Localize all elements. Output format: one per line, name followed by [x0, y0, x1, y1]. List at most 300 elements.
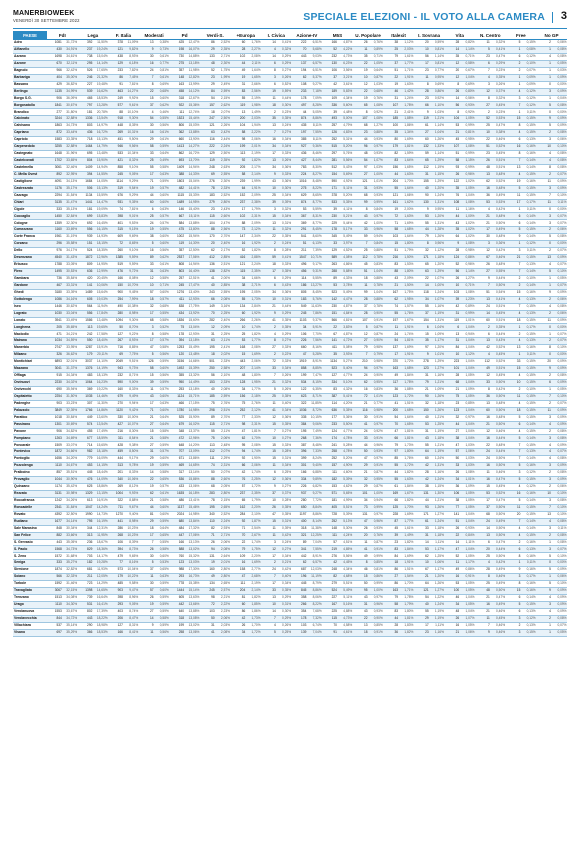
vote-count: 95	[230, 442, 245, 449]
vote-count: 129	[322, 248, 337, 255]
vote-count: 4	[475, 352, 490, 359]
vote-count: 296	[47, 241, 62, 248]
vote-percent: 0,16%	[521, 553, 536, 560]
vote-count: 110	[200, 518, 215, 525]
vote-percent: 0,42%	[276, 567, 291, 574]
vote-percent: 0,09%	[551, 567, 567, 574]
vote-percent: 1,21%	[429, 379, 444, 386]
vote-percent: 0,35%	[276, 588, 291, 595]
vote-count: 42	[444, 303, 459, 310]
vote-count: 278	[414, 359, 429, 366]
vote-count: 2	[536, 338, 551, 345]
vote-count: 23	[444, 400, 459, 407]
vote-percent: 5,21%	[337, 213, 352, 220]
vote-count: 155	[414, 178, 429, 185]
vote-count: 19	[353, 95, 368, 102]
vote-percent: 0,16%	[521, 539, 536, 546]
vote-percent: 31,54%	[62, 192, 77, 199]
vote-percent: 0,32%	[276, 46, 291, 53]
vote-percent: 0,53%	[490, 116, 505, 123]
vote-percent: 0,49%	[490, 567, 505, 574]
vote-percent: 1,29%	[429, 178, 444, 185]
vote-count: 28	[475, 567, 490, 574]
vote-percent: 0,09%	[551, 601, 567, 608]
vote-percent: 0,05%	[551, 60, 567, 67]
vote-count: 3156	[169, 359, 184, 366]
vote-percent: 0,16%	[521, 490, 536, 497]
vote-count: 153	[200, 379, 215, 386]
vote-percent: 0,90%	[368, 338, 383, 345]
vote-percent: 1,98%	[246, 102, 261, 109]
vote-percent: 11,94%	[93, 303, 108, 310]
vote-percent: 0,16%	[521, 588, 536, 595]
vote-count: 24	[383, 331, 398, 338]
vote-count: 445	[78, 470, 93, 477]
vote-percent: 9,30%	[123, 317, 138, 324]
vote-count: 66	[200, 296, 215, 303]
vote-percent: 2,80%	[215, 199, 230, 206]
municipality-name: Villachiara	[13, 622, 47, 629]
vote-count: 536	[169, 477, 184, 484]
vote-percent: 0,47%	[490, 497, 505, 504]
vote-count: 25	[353, 248, 368, 255]
vote-percent: 1,04%	[460, 192, 475, 199]
vote-count: 206	[108, 615, 123, 622]
vote-percent: 0,15%	[521, 359, 536, 366]
vote-percent: 0,11%	[521, 206, 536, 213]
vote-percent: 1,02%	[460, 220, 475, 227]
vote-count: 111	[322, 470, 337, 477]
vote-percent: 2,07%	[215, 109, 230, 116]
vote-percent: 35,00%	[62, 74, 77, 81]
vote-count: 4	[536, 421, 551, 428]
vote-count: 1174	[47, 484, 62, 491]
vote-percent: 0,03%	[551, 67, 567, 74]
vote-count: 29	[139, 456, 154, 463]
vote-count: 168	[230, 345, 245, 352]
vote-count: 28	[444, 40, 459, 47]
vote-percent: 7,45%	[123, 74, 138, 81]
vote-percent: 0,58%	[154, 615, 169, 622]
vote-count: 13	[230, 109, 245, 116]
vote-count: 2230	[47, 379, 62, 386]
vote-percent: 16,62%	[93, 88, 108, 95]
vote-count: 1134	[322, 359, 337, 366]
vote-percent: 2,71%	[246, 282, 261, 289]
vote-count: 5	[506, 227, 521, 234]
vote-count: 112	[200, 449, 215, 456]
vote-percent: 8,91%	[307, 359, 322, 366]
vote-percent: 8,65%	[307, 192, 322, 199]
vote-percent: 0,08%	[551, 303, 567, 310]
vote-count: 1034	[47, 338, 62, 345]
vote-percent: 0,09%	[521, 81, 536, 88]
municipality-name: Pompiano	[13, 435, 47, 442]
vote-count: 37	[353, 303, 368, 310]
table-row	[13, 178, 567, 185]
vote-count: 47	[444, 442, 459, 449]
vote-count: 195	[200, 345, 215, 352]
vote-count: 50	[353, 581, 368, 588]
vote-percent: 1,82%	[246, 248, 261, 255]
vote-count: 3	[536, 185, 551, 192]
vote-percent: 0,05%	[551, 629, 567, 636]
vote-percent: 15,83%	[93, 213, 108, 220]
vote-count: 72	[200, 601, 215, 608]
vote-percent: 0,73%	[154, 46, 169, 53]
vote-count: 139	[292, 629, 307, 636]
vote-percent: 31,84%	[62, 504, 77, 511]
vote-count: 443	[292, 53, 307, 60]
vote-percent: 0,26%	[276, 386, 291, 393]
vote-count: 1120	[108, 407, 123, 414]
vote-count: 162	[230, 504, 245, 511]
vote-percent: 1,64%	[399, 414, 414, 421]
vote-percent: 2,26%	[215, 123, 230, 130]
vote-count: 88	[383, 268, 398, 275]
vote-percent: 1,78%	[399, 379, 414, 386]
vote-count: 1253	[169, 345, 184, 352]
vote-percent: 8,22%	[307, 185, 322, 192]
table-row	[13, 386, 567, 393]
vote-percent: 9,37%	[307, 317, 322, 324]
vote-percent: 1,11%	[460, 539, 475, 546]
vote-percent: 0,91%	[368, 463, 383, 470]
vote-count: 21	[475, 213, 490, 220]
vote-count: 1446	[47, 303, 62, 310]
vote-percent: 0,84%	[460, 532, 475, 539]
vote-count: 109	[322, 95, 337, 102]
vote-count: 15	[475, 484, 490, 491]
vote-count: 22	[353, 615, 368, 622]
vote-percent: 2,08%	[246, 53, 261, 60]
vote-percent: 0,88%	[368, 130, 383, 137]
vote-percent: 13,09%	[185, 449, 200, 456]
vote-percent: 13,13%	[185, 539, 200, 546]
vote-percent: 0,15%	[521, 123, 536, 130]
vote-count: 17	[261, 151, 276, 158]
vote-count: 485	[108, 581, 123, 588]
vote-percent: 1,26%	[429, 137, 444, 144]
vote-percent: 0,08%	[551, 497, 567, 504]
vote-count: 16	[506, 144, 521, 151]
vote-count: 472	[169, 435, 184, 442]
vote-percent: 8,70%	[123, 324, 138, 331]
table-row	[13, 88, 567, 95]
vote-percent: 4,77%	[337, 373, 352, 380]
vote-count: 17	[383, 352, 398, 359]
vote-percent: 8,84%	[307, 504, 322, 511]
vote-count: 100	[444, 588, 459, 595]
vote-percent: 1,20%	[429, 262, 444, 269]
vote-percent: 2,12%	[246, 407, 261, 414]
vote-count: 9	[414, 352, 429, 359]
municipality-name: Torbole	[13, 581, 47, 588]
vote-count: 11	[475, 470, 490, 477]
vote-count: 19	[230, 74, 245, 81]
vote-count: 7	[261, 373, 276, 380]
vote-percent: 4,34%	[337, 95, 352, 102]
municipality-name: Cigole	[13, 206, 47, 213]
vote-percent: 19,24%	[93, 46, 108, 53]
municipality-name: Padenghe	[13, 400, 47, 407]
vote-percent: 16,07%	[185, 46, 200, 53]
vote-percent: 1,63%	[399, 171, 414, 178]
vote-percent: 11,85%	[307, 400, 322, 407]
vote-percent: 17,32%	[185, 525, 200, 532]
vote-percent: 9,51%	[123, 359, 138, 366]
vote-count: 590	[108, 379, 123, 386]
vote-percent: 0,31%	[276, 518, 291, 525]
vote-count: 469	[169, 463, 184, 470]
vote-count: 21	[139, 414, 154, 421]
vote-count: 22	[139, 88, 154, 95]
vote-percent: 13,84%	[185, 518, 200, 525]
vote-percent: 10,71%	[307, 255, 322, 262]
vote-count: 205	[47, 324, 62, 331]
vote-percent: 18,86%	[93, 484, 108, 491]
vote-count: 216	[383, 255, 398, 262]
vote-count: 60	[139, 199, 154, 206]
vote-count: 428	[108, 442, 123, 449]
vote-count: 803	[169, 268, 184, 275]
vote-percent: 10,70%	[123, 282, 138, 289]
vote-count: 14	[475, 525, 490, 532]
vote-percent: 0,10%	[551, 144, 567, 151]
vote-count: 77	[444, 504, 459, 511]
vote-percent: 2,07%	[215, 449, 230, 456]
vote-count: 1	[506, 206, 521, 213]
vote-percent: 2,44%	[215, 137, 230, 144]
vote-percent: 35,05%	[62, 539, 77, 546]
vote-count: 11	[444, 560, 459, 567]
vote-count: 121	[383, 192, 398, 199]
vote-percent: 2,60%	[215, 213, 230, 220]
column-header-party: I. Civica	[261, 31, 292, 40]
vote-count: 723	[78, 581, 93, 588]
vote-count: 13	[475, 532, 490, 539]
vote-percent: 19,48%	[93, 81, 108, 88]
vote-percent: 0,41%	[490, 296, 505, 303]
vote-count: 28	[353, 296, 368, 303]
vote-percent: 17,15%	[185, 400, 200, 407]
vote-percent: 2,66%	[246, 81, 261, 88]
vote-count: 3	[536, 477, 551, 484]
vote-count: 872	[47, 130, 62, 137]
vote-count: 707	[169, 449, 184, 456]
vote-count: 690	[47, 386, 62, 393]
vote-percent: 0,08%	[551, 151, 567, 158]
vote-percent: 1,26%	[429, 504, 444, 511]
vote-count: 76	[230, 477, 245, 484]
vote-percent: 3,16%	[215, 303, 230, 310]
vote-percent: 1,07%	[368, 157, 383, 164]
vote-count: 1495	[47, 268, 62, 275]
vote-percent: 8,74%	[123, 608, 138, 615]
vote-percent: 0,45%	[490, 373, 505, 380]
vote-percent: 31,47%	[62, 199, 77, 206]
vote-percent: 1,70%	[399, 581, 414, 588]
vote-percent: 0,16%	[521, 178, 536, 185]
vote-percent: 9,05%	[123, 601, 138, 608]
vote-count: 156	[383, 164, 398, 171]
vote-percent: 15,14%	[185, 588, 200, 595]
vote-count: 2	[536, 171, 551, 178]
vote-count: 906	[47, 428, 62, 435]
vote-percent: 2,01%	[246, 144, 261, 151]
vote-count: 27	[139, 421, 154, 428]
table-row	[13, 511, 567, 518]
vote-count: 2024	[169, 511, 184, 518]
vote-count: 829	[78, 546, 93, 553]
vote-count: 171	[414, 511, 429, 518]
vote-count: 106	[292, 331, 307, 338]
vote-percent: 0,48%	[490, 414, 505, 421]
vote-percent: 0,09%	[551, 588, 567, 595]
vote-percent: 2,41%	[399, 109, 414, 116]
vote-percent: 0,92%	[429, 95, 444, 102]
vote-count: 51	[475, 289, 490, 296]
vote-count: 3	[506, 629, 521, 636]
vote-percent: 1,14%	[460, 268, 475, 275]
vote-percent: 14,09%	[93, 477, 108, 484]
vote-percent: 11,50%	[93, 40, 108, 47]
vote-percent: 7,99%	[123, 296, 138, 303]
vote-count: 21	[383, 109, 398, 116]
vote-percent: 10,31%	[123, 130, 138, 137]
table-row	[13, 130, 567, 137]
vote-count: 222	[200, 144, 215, 151]
vote-count: 44	[383, 615, 398, 622]
vote-percent: 0,10%	[521, 386, 536, 393]
vote-percent: 1,07%	[429, 296, 444, 303]
vote-percent: 0,12%	[521, 88, 536, 95]
municipality-name: Cazzago	[13, 192, 47, 199]
vote-percent: 9,40%	[123, 511, 138, 518]
vote-count: 50	[200, 615, 215, 622]
vote-percent: 0,91%	[368, 435, 383, 442]
vote-count: 72	[383, 213, 398, 220]
vote-count: 4	[536, 442, 551, 449]
vote-count: 4	[536, 456, 551, 463]
table-row	[13, 199, 567, 206]
table-row	[13, 296, 567, 303]
vote-count: 25	[261, 393, 276, 400]
vote-percent: 9,69%	[123, 234, 138, 241]
vote-count: 108	[292, 81, 307, 88]
vote-count: 4	[536, 449, 551, 456]
vote-count: 370	[383, 359, 398, 366]
vote-percent: 13,18%	[185, 60, 200, 67]
vote-percent: 5,76%	[307, 296, 322, 303]
vote-count: 19	[139, 185, 154, 192]
vote-percent: 0,51%	[490, 303, 505, 310]
vote-count: 17	[139, 338, 154, 345]
vote-count: 11	[261, 532, 276, 539]
vote-percent: 1,24%	[429, 601, 444, 608]
vote-percent: 1,84%	[399, 373, 414, 380]
municipality-name: Visano	[13, 629, 47, 636]
table-row	[13, 622, 567, 629]
vote-percent: 0,59%	[429, 40, 444, 47]
vote-percent: 31,68%	[62, 553, 77, 560]
vote-percent: 0,49%	[490, 227, 505, 234]
vote-count: 111	[322, 532, 337, 539]
vote-count: 3037	[78, 359, 93, 366]
vote-count: 8	[506, 151, 521, 158]
vote-percent: 0,00%	[551, 324, 567, 331]
vote-count: 4	[261, 622, 276, 629]
vote-count: 8	[261, 248, 276, 255]
vote-percent: 14,20%	[185, 442, 200, 449]
vote-percent: 0,96%	[368, 518, 383, 525]
vote-percent: 2,06%	[215, 539, 230, 546]
vote-count: 11	[506, 393, 521, 400]
vote-count: 233	[322, 421, 337, 428]
vote-percent: 9,92%	[123, 95, 138, 102]
vote-percent: 8,33%	[123, 386, 138, 393]
vote-percent: 1,64%	[246, 67, 261, 74]
table-row	[13, 95, 567, 102]
vote-count: 317	[169, 470, 184, 477]
vote-count: 3	[536, 137, 551, 144]
vote-percent: 14,88%	[185, 53, 200, 60]
vote-count: 858	[108, 164, 123, 171]
vote-count: 79	[383, 442, 398, 449]
vote-percent: 1,64%	[399, 234, 414, 241]
vote-percent: 0,15%	[521, 185, 536, 192]
vote-count: 44	[292, 109, 307, 116]
vote-percent: 1,69%	[399, 511, 414, 518]
vote-count: 3	[475, 241, 490, 248]
vote-percent: 16,15%	[93, 227, 108, 234]
vote-percent: 0,07%	[551, 213, 567, 220]
vote-count: 26	[200, 539, 215, 546]
vote-count: 207	[230, 366, 245, 373]
vote-percent: 5,36%	[337, 414, 352, 421]
vote-percent: 0,52%	[154, 324, 169, 331]
vote-count: 416	[230, 255, 245, 262]
vote-count: 8	[353, 109, 368, 116]
vote-percent: 1,67%	[399, 317, 414, 324]
vote-count: 1872	[47, 449, 62, 456]
vote-count: 333	[47, 206, 62, 213]
vote-percent: 15,38%	[185, 581, 200, 588]
vote-count: 9	[536, 116, 551, 123]
vote-count: 21	[475, 608, 490, 615]
vote-percent: 6,18%	[123, 60, 138, 67]
municipality-name: Mazzano	[13, 366, 47, 373]
vote-percent: 1,82%	[399, 539, 414, 546]
vote-count: 362	[169, 130, 184, 137]
vote-percent: 2,76%	[215, 400, 230, 407]
vote-percent: 16,72%	[93, 130, 108, 137]
vote-count: 3	[536, 546, 551, 553]
vote-count: 58	[139, 144, 154, 151]
vote-count: 9	[536, 366, 551, 373]
vote-percent: 1,04%	[460, 379, 475, 386]
vote-count: 163	[383, 588, 398, 595]
vote-percent: 2,40%	[215, 241, 230, 248]
vote-percent: 1,03%	[429, 109, 444, 116]
vote-count: 6893	[47, 359, 62, 366]
vote-percent: 1,02%	[460, 227, 475, 234]
vote-count: 51	[383, 248, 398, 255]
vote-count: 123	[383, 393, 398, 400]
vote-count: 219	[322, 546, 337, 553]
vote-percent: 0,15%	[521, 40, 536, 47]
vote-percent: 1,70%	[399, 504, 414, 511]
